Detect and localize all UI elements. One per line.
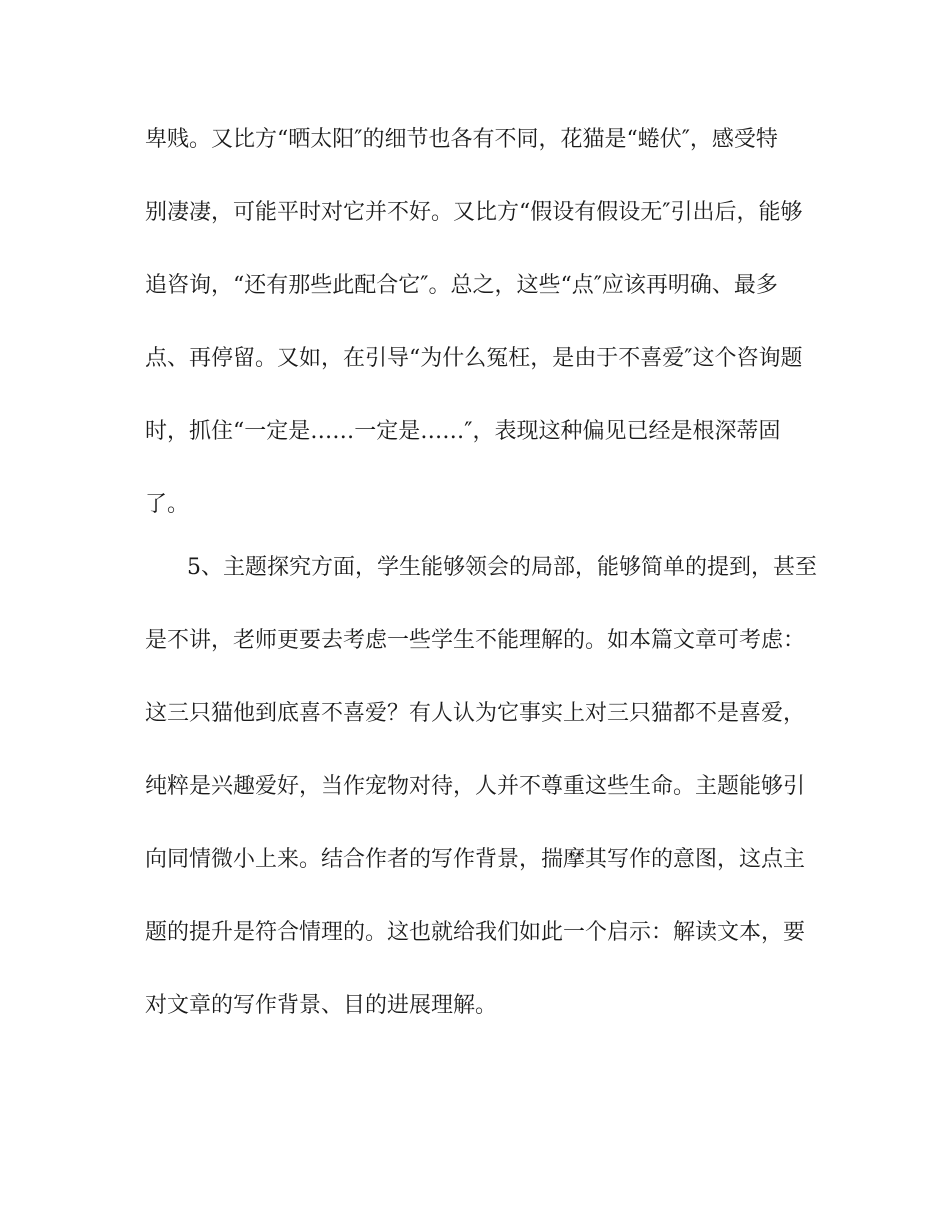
text-line: 追咨询，“还有那些此配合它″。总之，这些“点″应该再明确、最多 (145, 273, 778, 298)
text-line: 向同情微小上来。结合作者的写作背景，揣摩其写作的意图，这点主 (145, 847, 806, 872)
text-line: 纯粹是兴趣爱好，当作宠物对待，人并不尊重这些生命。主题能够引 (145, 774, 806, 799)
text-line: 时，抓住“一定是……一定是……″，表现这种偏见已经是根深蒂固 (145, 419, 781, 444)
text-line: 5、主题探究方面，学生能够领会的局部，能够简单的提到，甚至 (187, 555, 817, 580)
text-line: 题的提升是符合情理的。这也就给我们如此一个启示：解读文本，要 (145, 920, 806, 945)
text-line: 对文章的写作背景、目的进展理解。 (145, 993, 498, 1018)
text-line: 卑贱。又比方“晒太阳″的细节也各有不同，花猫是“蜷伏″，感受特 (145, 127, 778, 152)
text-line: 是不讲，老师更要去考虑一些学生不能理解的。如本篇文章可考虑： (145, 628, 806, 653)
text-line: 别凄凄，可能平时对它并不好。又比方“假设有假设无″引出后，能够 (145, 200, 803, 225)
text-line: 这三只猫他到底喜不喜爱？有人认为它事实上对三只猫都不是喜爱， (145, 701, 806, 726)
text-line: 点、再停留。又如，在引导“为什么冤枉，是由于不喜爱″这个咨询题 (145, 346, 803, 371)
text-line: 了。 (145, 492, 190, 517)
